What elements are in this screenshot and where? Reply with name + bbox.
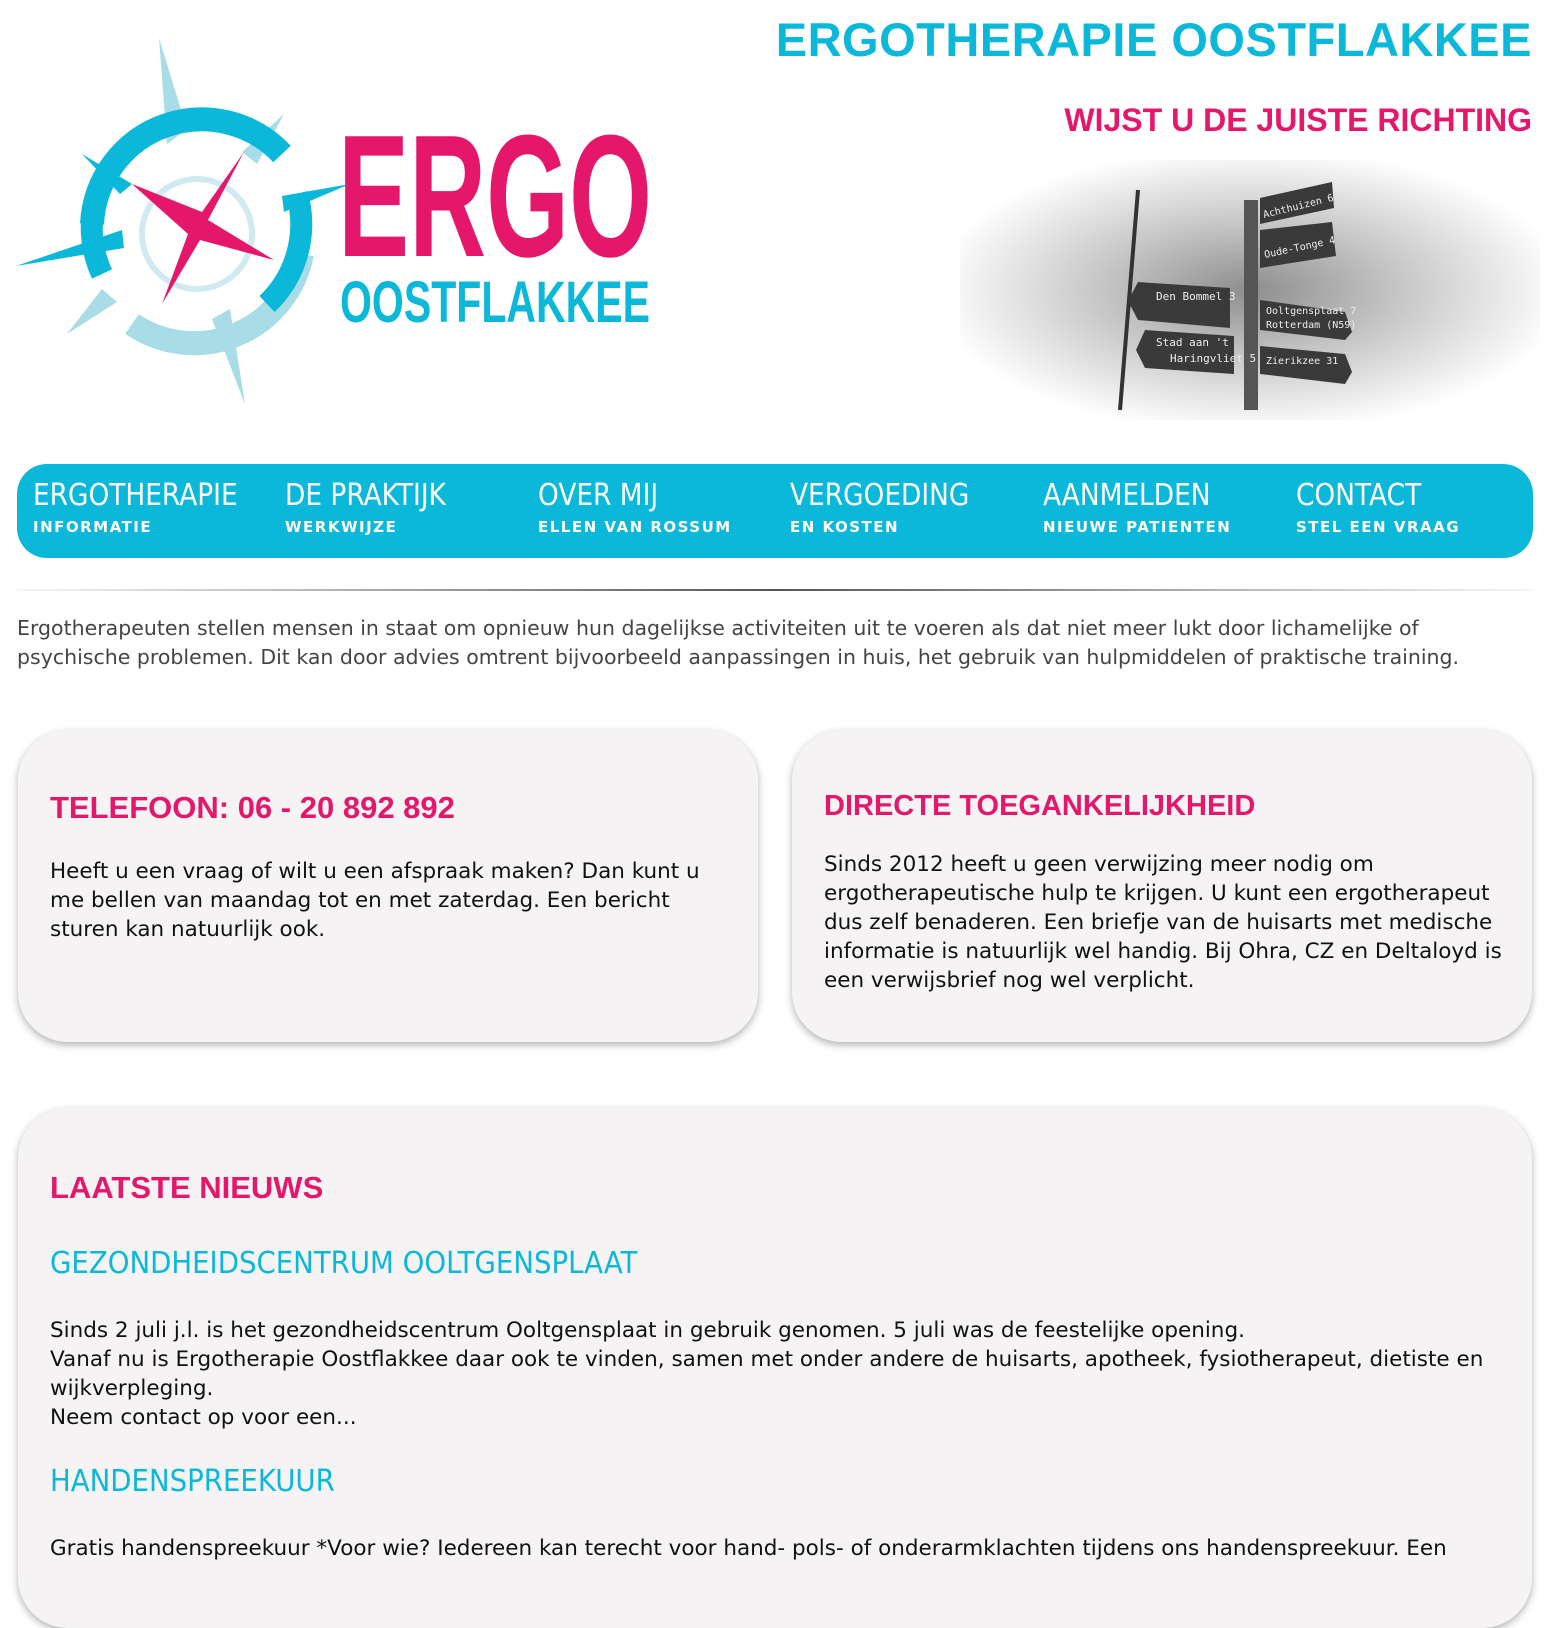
main-nav — [17, 464, 1533, 558]
compass-ring-outer-3 — [92, 194, 102, 274]
direct-access-title: DIRECTE TOEGANKELIJKHEID — [824, 790, 1256, 822]
nav-subtitle: STEL EEN VRAAG — [1296, 518, 1461, 536]
nav-subtitle: INFORMATIE — [33, 518, 153, 536]
svg-text:Haringvliet 5: Haringvliet 5 — [1170, 352, 1257, 365]
news-item-body — [50, 1316, 1510, 1432]
logo-subword: OOSTFLAKKEE — [340, 270, 650, 335]
phone-card — [18, 730, 758, 1042]
nav-subtitle: WERKWIJZE — [285, 518, 398, 536]
svg-text:Stad aan 't: Stad aan 't — [1156, 336, 1229, 349]
nav-title: VERGOEDING — [790, 478, 970, 513]
svg-text:Den Bommel 3: Den Bommel 3 — [1156, 290, 1236, 303]
nav-item-de-praktijk[interactable] — [285, 478, 468, 536]
nav-subtitle: ELLEN VAN ROSSUM — [538, 518, 732, 536]
nav-title: CONTACT — [1296, 478, 1422, 513]
nav-item-vergoeding[interactable] — [790, 478, 994, 536]
news-line: Gratis handenspreekuur *Voor wie? Iedereen kan terecht voor hand- pols- of onderarmklachten tijdens ons handenspreekuur. Een — [50, 1536, 1447, 1561]
svg-text:Achthuizen 6: Achthuizen 6 — [1262, 192, 1335, 221]
news-item-heading[interactable]: GEZONDHEIDSCENTRUM OOLTGENSPLAAT — [50, 1246, 638, 1281]
svg-text:Ooltgensplaat 7: Ooltgensplaat 7 — [1266, 306, 1357, 317]
svg-text:Rotterdam (N59): Rotterdam (N59) — [1266, 320, 1357, 331]
news-item-body — [50, 1534, 1510, 1563]
nav-title: DE PRAKTIJK — [285, 478, 446, 513]
phone-card-title: TELEFOON: 06 - 20 892 892 — [50, 790, 455, 825]
site-title: ERGOTHERAPIE OOSTFLAKKEE — [775, 13, 1532, 66]
news-item-heading[interactable]: HANDENSPREEKUUR — [50, 1464, 335, 1499]
news-title: LAATSTE NIEUWS — [50, 1170, 324, 1205]
direct-access-body: Sinds 2012 heeft u geen verwijzing meer nodig om ergotherapeutische hulp te krijgen. U kunt een ergotherapeut dus zelf benaderen. Een briefje van de huisarts met medische informatie is natuurlijk wel handig. Bij Ohra, CZ en Deltaloyd is een verwijsbrief nog wel verplicht. — [824, 852, 1502, 993]
news-line: Neem contact op voor een... — [50, 1405, 357, 1430]
direct-access-card — [792, 730, 1532, 1042]
nav-title: OVER MIJ — [538, 478, 659, 513]
news-line: Vanaf nu is Ergotherapie Oostflakkee daar ook te vinden, samen met onder andere de huisarts, apotheek, fysiotherapeut, dietiste en wijkverpleging. — [50, 1347, 1484, 1401]
svg-text:Oude-Tonge 4: Oude-Tonge 4 — [1263, 235, 1337, 261]
divider — [17, 589, 1533, 591]
news-card — [18, 1108, 1532, 1628]
logo-word: ERGO — [338, 98, 652, 293]
signpost-photo — [960, 160, 1540, 420]
logo[interactable] — [12, 34, 662, 414]
news-line: Sinds 2 juli j.l. is het gezondheidscentrum Ooltgensplaat in gebruik genomen. 5 juli was de feestelijke opening. — [50, 1318, 1245, 1343]
nav-title: AANMELDEN — [1043, 478, 1211, 513]
site-tagline: WIJST U DE JUISTE RICHTING — [1064, 102, 1532, 138]
compass-point-bottom-left — [67, 289, 117, 334]
nav-subtitle: NIEUWE PATIENTEN — [1043, 518, 1232, 536]
nav-item-aanmelden[interactable] — [1043, 478, 1233, 536]
svg-text:Zierikzee 31: Zierikzee 31 — [1266, 356, 1339, 367]
nav-title: ERGOTHERAPIE — [33, 478, 238, 513]
nav-item-ergotherapie[interactable] — [33, 478, 266, 536]
nav-subtitle: EN KOSTEN — [790, 518, 900, 536]
nav-item-over-mij[interactable] — [538, 478, 732, 536]
intro-text: Ergotherapeuten stellen mensen in staat om opnieuw hun dagelijkse activiteiten uit te voeren als dat niet meer lukt door lichamelijke of psychische problemen. Dit kan door advies omtrent bijvoorbeeld aanpassingen in huis, het gebruik van hulpmiddelen of praktische training. — [17, 616, 1460, 669]
phone-card-body: Heeft u een vraag of wilt u een afspraak maken? Dan kunt u me bellen van maandag tot en met zaterdag. Een bericht sturen kan natuurlijk ook. — [50, 859, 700, 942]
nav-item-contact[interactable] — [1296, 478, 1460, 536]
